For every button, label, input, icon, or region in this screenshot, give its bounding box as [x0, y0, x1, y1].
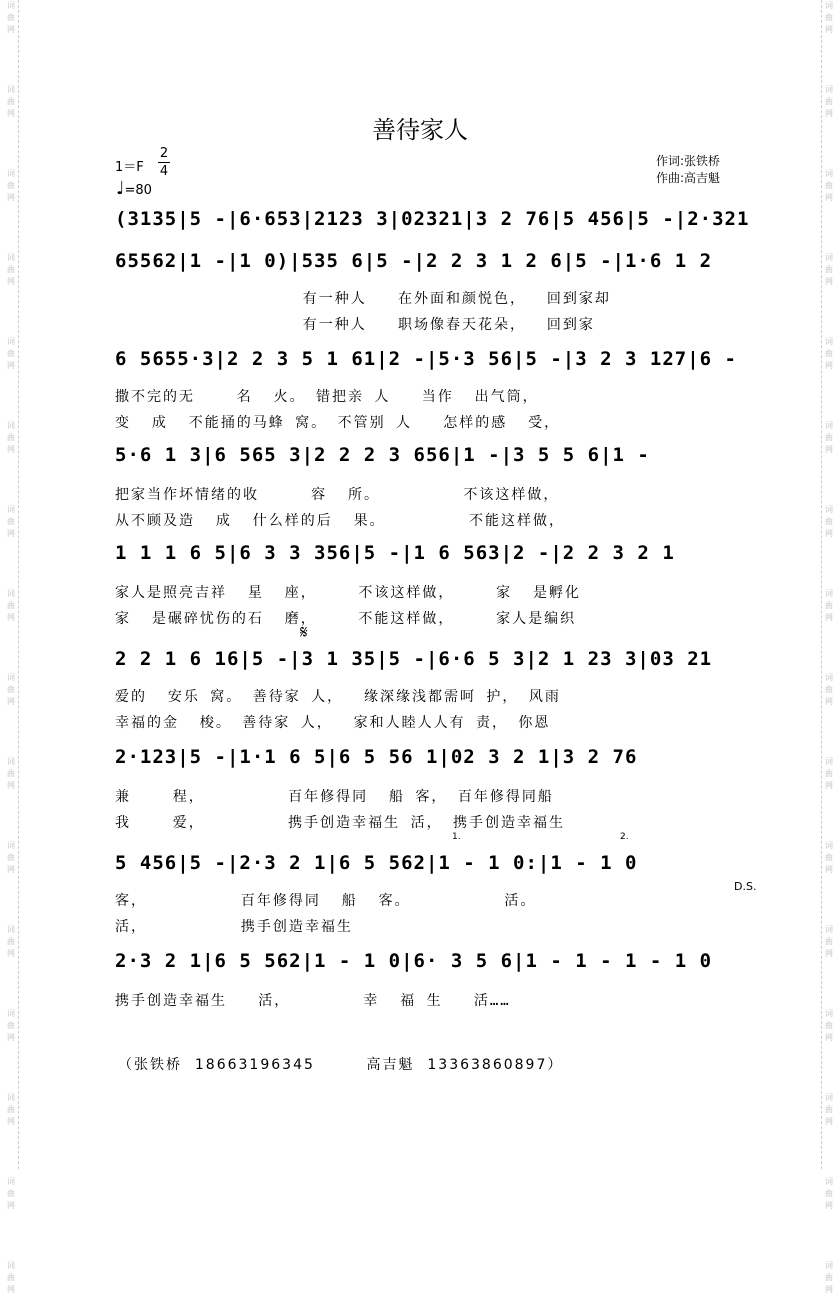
composer-credit: 作曲:高吉魁 [656, 171, 721, 185]
lyric-line: 有一种人 在外面和颜悦色， 回到家却 [115, 291, 611, 307]
notation-row-1: (3135|5 -|6·653|2123 3|02321|3 2 76|5 456|5 -|2·321 [115, 208, 750, 230]
tempo-value: =80 [124, 183, 152, 198]
watermark-strip-right: 词曲网 词曲网 词曲网 词曲网 词曲网 词曲网 词曲网 词曲网 词曲网 词曲网 词曲网 词曲网 词曲网 词曲网 词曲网 词曲网 [821, 0, 836, 1169]
lyric-line: 从不顾及造 成 什么样的后 果。 不能这样做， [115, 513, 566, 529]
lyric-line: 活， 携手创造幸福生 [115, 919, 353, 935]
lyric-line: 变 成 不能捅的马蜂 窝。 不管别 人 怎样的感 受， [115, 415, 561, 431]
lyric-line: 撒不完的无 名 火。 错把亲 人 当作 出气筒， [115, 389, 539, 405]
key-signature: 1＝F [115, 160, 144, 175]
notation-row-4: 5·6 1 3|6 565 3|2 2 2 3 656|1 -|3 5 5 6|1 - [115, 444, 650, 466]
time-signature-top: 2 [159, 146, 169, 161]
time-signature-bottom: 4 [159, 164, 169, 179]
credits [656, 153, 720, 187]
ds-marking: D.S. [734, 880, 757, 893]
lyric-line: 兼 程， 百年修得同 船 客， 百年修得同船 [115, 789, 554, 805]
tempo-marking [116, 178, 152, 199]
lyric-line: 家人是照亮吉祥 星 座， 不该这样做， 家 是孵化 [115, 585, 582, 601]
lyric-line: 客， 百年修得同 船 客。 活。 [115, 893, 537, 909]
lyric-line: 幸福的金 梭。 善待家 人， 家和人睦人人有 责， 你恩 [115, 715, 551, 731]
lyricist-credit: 作词:张铁桥 [656, 154, 721, 168]
lyric-line: 我 爱， 携手创造幸福生 活， 携手创造幸福生 [115, 815, 566, 831]
notation-row-5: 1 1 1 6 5|6 3 3 356|5 -|1 6 563|2 -|2 2 3 2 1 [115, 542, 675, 564]
lyric-line: 携手创造幸福生 活， 幸 福 生 活…… [115, 993, 511, 1009]
quarter-note-icon: ♩ [116, 178, 125, 199]
contact-footer: （张铁桥 18663196345 高吉魁 13363860897） [118, 1057, 564, 1073]
lyric-line: 有一种人 职场像春天花朵， 回到家 [115, 317, 595, 333]
second-ending-mark: 2. [620, 832, 629, 842]
notation-row-8: 5 456|5 -|2·3 2 1|6 5 562|1 - 1 0:|1 - 1 0 [115, 852, 638, 874]
lyric-line: 把家当作坏情绪的收 容 所。 不该这样做， [115, 487, 560, 503]
watermark-strip-left: 词曲网 词曲网 词曲网 词曲网 词曲网 词曲网 词曲网 词曲网 词曲网 词曲网 词曲网 词曲网 词曲网 词曲网 词曲网 词曲网 [4, 0, 19, 1169]
song-title: 善待家人 [372, 116, 468, 144]
notation-row-3: 6 5655·3|2 2 3 5 1 61|2 -|5·3 56|5 -|3 2 3 127|6 - [115, 348, 737, 370]
segno-sign: 𝄋 [300, 622, 308, 643]
notation-row-9: 2·3 2 1|6 5 562|1 - 1 0|6· 3 5 6|1 - 1 - 1 - 1 0 [115, 950, 713, 972]
notation-row-6: 2 2 1 6 16|5 -|3 1 35|5 -|6·6 5 3|2 1 23 3|03 21 [115, 648, 713, 670]
lyric-line: 爱的 安乐 窝。 善待家 人， 缘深缘浅都需呵 护， 风雨 [115, 689, 561, 705]
lyric-line: 家 是碾碎忧伤的石 磨， 不能这样做， 家人是编织 [115, 611, 577, 627]
notation-row-7: 2·123|5 -|1·1 6 5|6 5 56 1|02 3 2 1|3 2 76 [115, 746, 638, 768]
first-ending-mark: 1. [452, 832, 461, 842]
time-signature [158, 146, 170, 179]
notation-row-2: 65562|1 -|1 0)|535 6|5 -|2 2 3 1 2 6|5 -|1·6 1 2 [115, 250, 713, 272]
